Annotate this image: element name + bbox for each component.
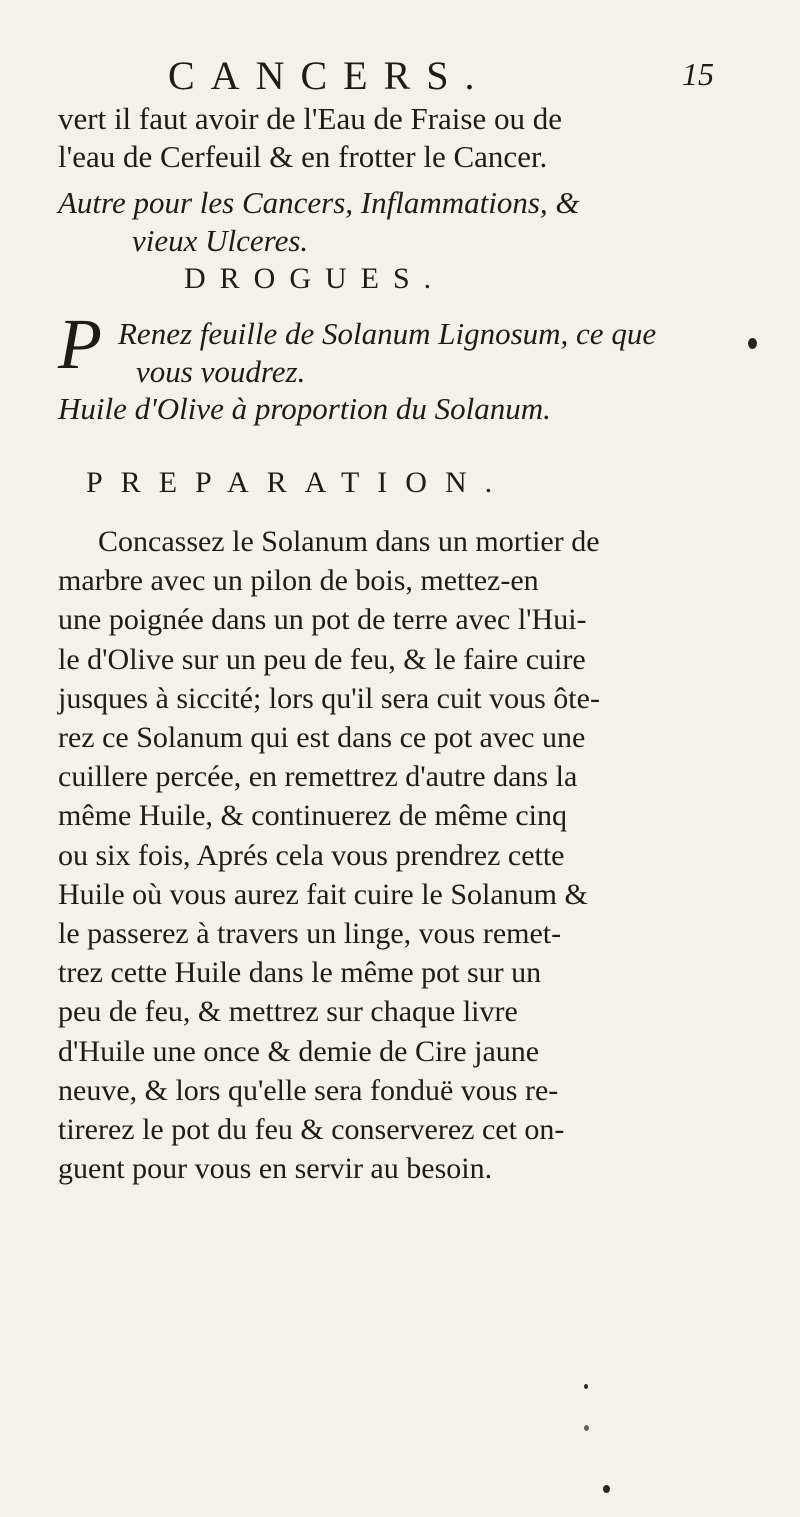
drogues-heading: DROGUES.	[184, 262, 446, 295]
intro-line: l'eau de Cerfeuil & en frotter le Cancer.	[58, 139, 548, 174]
preparation-line: le passerez à travers un linge, vous remet-	[58, 917, 562, 951]
preparation-line: trez cette Huile dans le même pot sur un	[58, 956, 542, 990]
preparation-heading-wrap	[86, 466, 786, 500]
preparation-line: d'Huile une once & demie de Cire jaune	[58, 1034, 540, 1068]
drogues-heading-wrap	[184, 262, 800, 296]
preparation-line: ou six fois, Aprés cela vous prendrez cette	[58, 838, 565, 872]
preparation-line: une poignée dans un pot de terre avec l'Hui-	[58, 603, 587, 637]
ink-speck	[748, 338, 757, 349]
recipe-title-line: vieux Ulceres.	[132, 223, 309, 258]
ink-speck	[584, 1425, 589, 1431]
preparation-line: jusques à siccité; lors qu'il sera cuit vous ôte-	[58, 681, 600, 715]
preparation-line: le d'Olive sur un peu de feu, & le faire cuire	[58, 642, 586, 676]
page-header	[0, 52, 800, 102]
drop-cap: P	[58, 304, 102, 384]
preparation-line: neuve, & lors qu'elle sera fonduë vous re-	[58, 1073, 559, 1107]
drogues-line: Renez feuille de Solanum Lignosum, ce que	[118, 316, 657, 351]
preparation-line: même Huile, & continuerez de même cinq	[58, 799, 567, 833]
intro-paragraph	[58, 100, 758, 176]
preparation-line: rez ce Solanum qui est dans ce pot avec une	[58, 721, 586, 755]
preparation-line: Huile où vous aurez fait cuire le Solanum &	[58, 877, 588, 911]
drogues-line-3-wrap	[58, 390, 758, 428]
running-head: CANCERS.	[168, 53, 491, 98]
preparation-heading: PREPARATION.	[86, 466, 511, 499]
recipe-title-line: Autre pour les Cancers, Inflammations, &	[58, 185, 580, 220]
preparation-line: marbre avec un pilon de bois, mettez-en	[58, 564, 539, 598]
intro-line: vert il faut avoir de l'Eau de Fraise ou de	[58, 101, 562, 136]
preparation-line: peu de feu, & mettrez sur chaque livre	[58, 995, 518, 1029]
preparation-line: cuillere percée, en remettrez d'autre dans la	[58, 760, 578, 794]
ink-speck	[603, 1485, 610, 1493]
drogues-line: Huile d'Olive à proportion du Solanum.	[58, 391, 551, 426]
preparation-paragraph	[58, 522, 758, 1188]
ink-speck	[584, 1384, 588, 1389]
preparation-line: guent pour vous en servir au besoin.	[58, 1152, 493, 1186]
preparation-line: Concassez le Solanum dans un mortier de	[98, 525, 600, 558]
preparation-line: tirerez le pot du feu & conserverez cet on-	[58, 1113, 565, 1147]
drogues-line: vous voudrez.	[136, 354, 306, 389]
recipe-title	[58, 184, 758, 260]
page-number: 15	[682, 56, 714, 92]
